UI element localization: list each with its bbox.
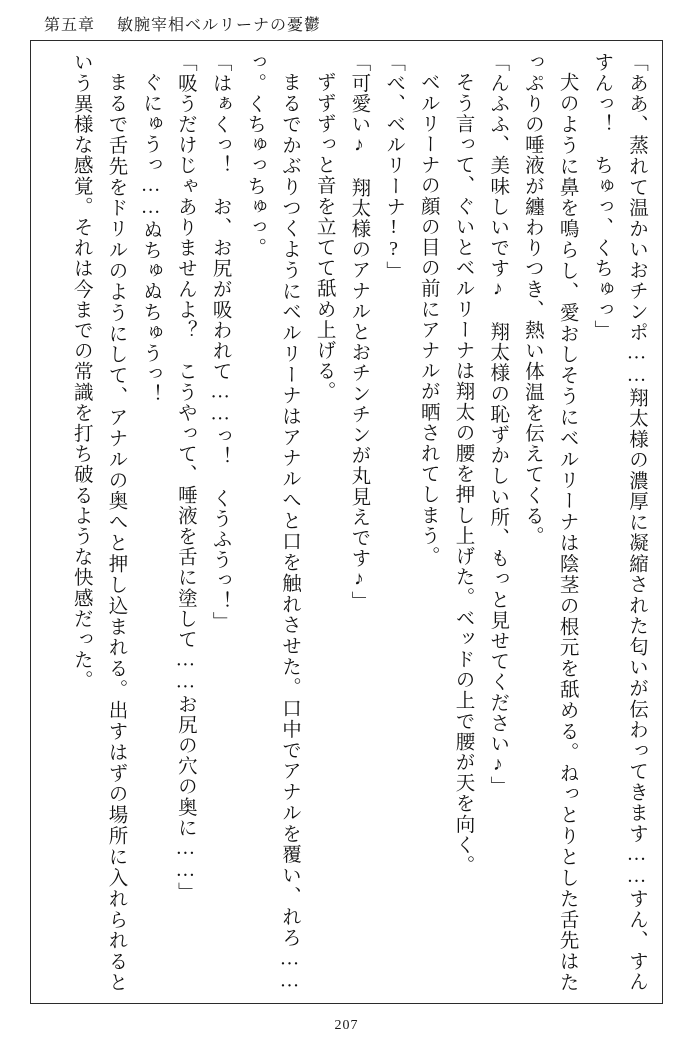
paragraph: 「はぁくっ！ お、お尻が吸われて……っ！ くうふうっ！」	[209, 52, 231, 632]
frame-rule-left	[30, 40, 31, 1004]
paragraph: 「ああ、蒸れて温かいおチンポ……翔太様の濃厚に凝縮された匂いが伝わってきます……すん、すんすんっ！ ちゅっ、くちゅっ」	[591, 52, 647, 992]
paragraph: まるで舌先をドリルのようにして、アナルの奥へと押し込まれる。出すはずの場所に入れられるという異様な感覚。それは今までの常識を打ち破るような快感だった。	[70, 52, 127, 992]
chapter-number: 第五章	[44, 16, 96, 34]
paragraph: 「んふふ、美味しいです♪ 翔太様の恥ずかしい所、もっと見せてください♪」	[487, 52, 509, 797]
paragraph: ずずずっと音を立てて舐め上げる。	[313, 71, 335, 402]
frame-rule-right	[662, 40, 663, 1004]
paragraph: まるでかぶりつくようにベルリーナはアナルへと口を触れさせた。口中でアナルを覆い、れろ……っ。くちゅっちゅっ。	[244, 52, 300, 992]
page-header	[44, 8, 649, 38]
paragraph: 「可愛い♪ 翔太様のアナルとおチンチンが丸見えです♪」	[348, 52, 370, 612]
paragraph: ベルリーナの顔の目の前にアナルが晒されてしまう。	[417, 71, 439, 566]
paragraph: ぐにゅうっ……ぬちゅぬちゅうっ！	[140, 71, 162, 405]
paragraph: 「吸うだけじゃありませんよ？ こうやって、唾液を舌に塗して……お尻の穴の奥に……」	[174, 52, 196, 903]
page-number: 207	[334, 1018, 359, 1033]
paragraph: 犬のように鼻を鳴らし、愛おしそうにベルリーナは陰茎の根元を舐める。ねっとりとした舌先はたっぷりの唾液が纏わりつき、熱い体温を伝えてくる。	[521, 52, 578, 992]
frame-rule-top	[30, 40, 663, 41]
paragraph: そう言って、ぐいとベルリーナは翔太の腰を押し上げた。ベッドの上で腰が天を向く。	[452, 71, 474, 875]
frame-rule-bottom	[30, 1003, 663, 1004]
body-text-vertical	[40, 52, 653, 992]
paragraph: 「べ、ベルリーナ!?」	[383, 52, 405, 282]
chapter-title: 敏腕宰相ベルリーナの憂鬱	[117, 16, 322, 34]
